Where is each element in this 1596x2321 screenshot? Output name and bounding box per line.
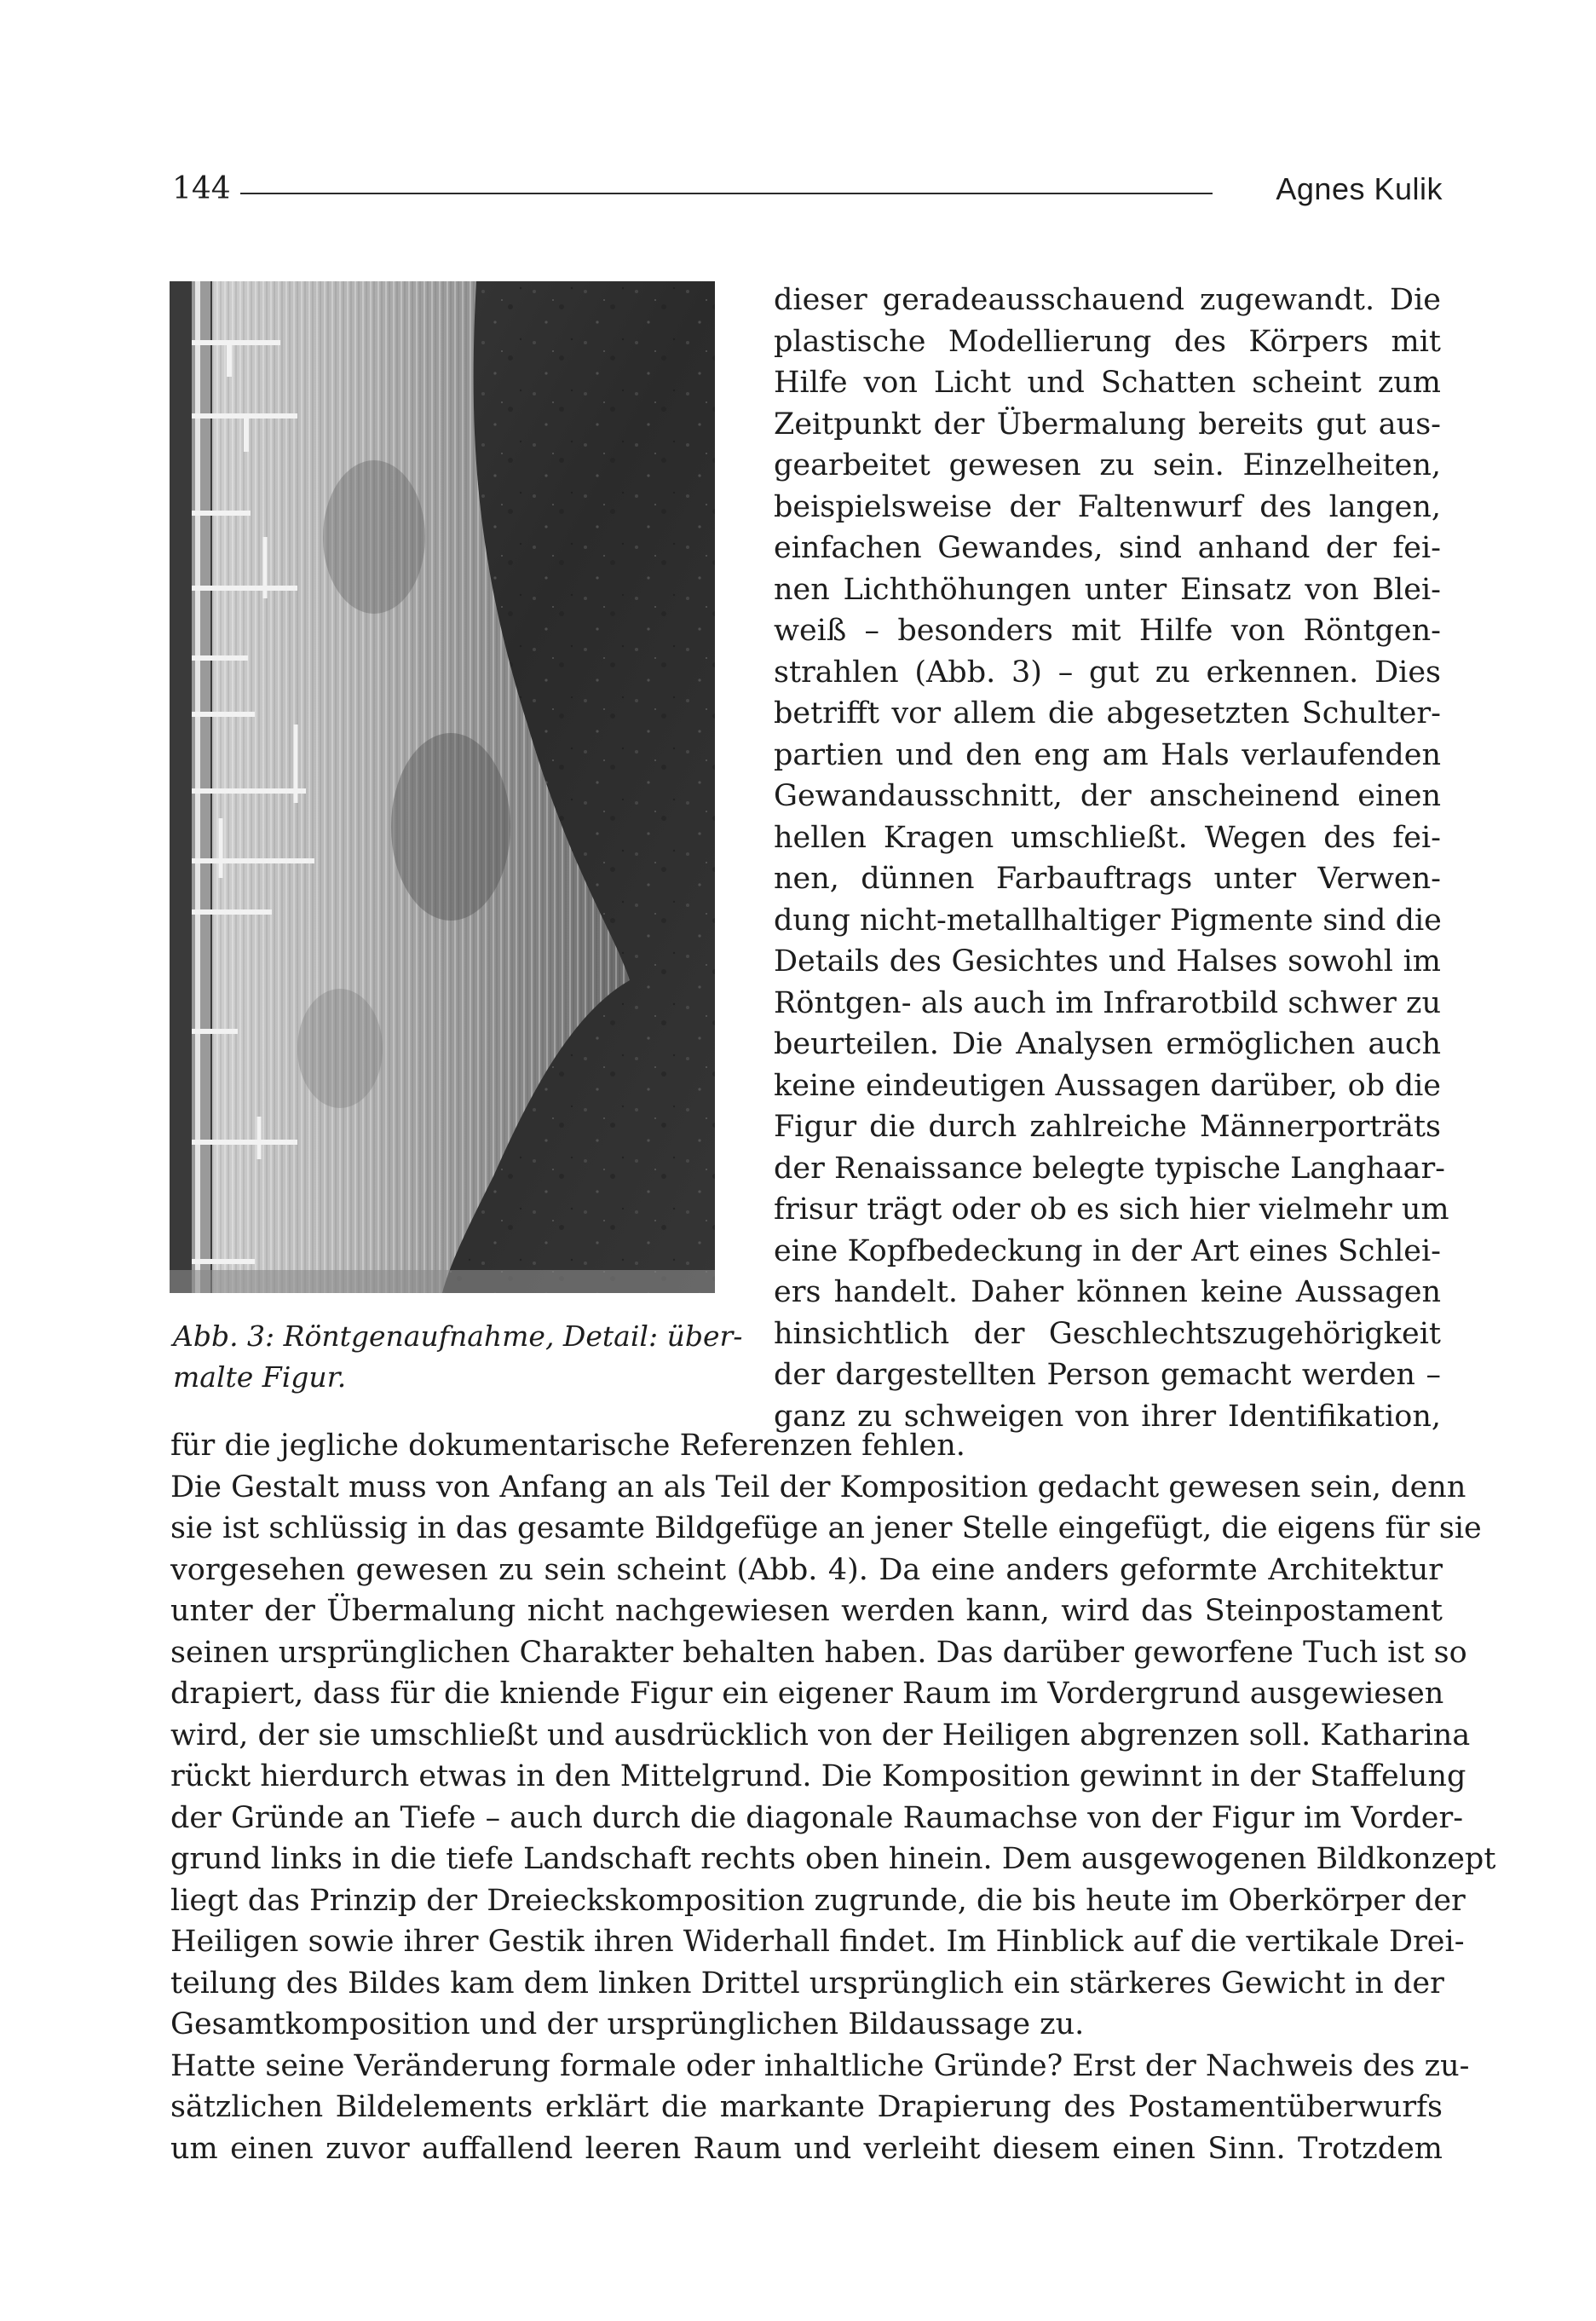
text-line: teilung des Bildes kam dem linken Drittel ursprünglich ein stärkeres Gewicht in der	[170, 1966, 1444, 2001]
text-line: rückt hierdurch etwas in den Mittelgrund. Die Komposition gewinnt in der Staffelung	[170, 1759, 1466, 1793]
text-line: hellen Kragen umschließt. Wegen des fei-	[774, 820, 1441, 855]
text-line: Gesamtkomposition und der ursprünglichen Bildaussage zu.	[170, 2007, 1085, 2041]
text-line: Zeitpunkt der Übermalung bereits gut aus-	[774, 407, 1441, 442]
text-line: der Gründe an Tiefe – auch durch die diagonale Raumachse von der Figur im Vorder-	[170, 1800, 1464, 1835]
text-line: der Renaissance belegte typische Langhaar-	[774, 1151, 1446, 1186]
text-line: nen, dünnen Farbauftrags unter Verwen-	[774, 862, 1441, 896]
text-line: beurteilen. Die Analysen ermöglichen auch	[774, 1027, 1441, 1061]
text-line: einfachen Gewandes, sind anhand der fei-	[774, 531, 1441, 565]
xray-figure	[170, 281, 715, 1293]
text-line: nen Lichthöhungen unter Einsatz von Blei-	[774, 572, 1441, 607]
text-line: unter der Übermalung nicht nachgewiesen werden kann, wird das Steinpostament	[170, 1594, 1443, 1628]
text-line: Figur die durch zahlreiche Männerporträts	[774, 1110, 1441, 1144]
body-paragraphs	[170, 1425, 1496, 2169]
text-line: hinsichtlich der Geschlechtszugehörigkeit	[774, 1316, 1441, 1351]
figure-caption	[173, 1316, 743, 1398]
caption-line: malte Figur.	[173, 1360, 347, 1394]
text-line: Heiligen sowie ihrer Gestik ihren Widerhall findet. Im Hinblick auf die vertikale Drei-	[170, 1925, 1465, 1959]
text-line: vorgesehen gewesen zu sein scheint (Abb. 4). Da eine anders geformte Architektur	[170, 1552, 1443, 1587]
running-head: Agnes Kulik	[1276, 171, 1443, 206]
text-line: dieser geradeausschauend zugewandt. Die	[774, 283, 1441, 317]
text-line: Hilfe von Licht und Schatten scheint zum	[774, 366, 1441, 400]
text-line: strahlen (Abb. 3) – gut zu erkennen. Dies	[774, 655, 1441, 690]
text-line: drapiert, dass für die kniende Figur ein eigener Raum im Vordergrund ausgewiesen	[170, 1677, 1444, 1711]
text-line: für die jegliche dokumentarische Referenzen fehlen.	[170, 1429, 965, 1463]
text-line: seinen ursprünglichen Charakter behalten haben. Das darüber geworfene Tuch ist so	[170, 1635, 1467, 1670]
column-paragraph	[774, 280, 1449, 1437]
text-line: Hatte seine Veränderung formale oder inhaltliche Gründe? Erst der Nachweis des zu-	[170, 2048, 1470, 2083]
text-line: dung nicht-metallhaltiger Pigmente sind die	[774, 903, 1442, 938]
text-line: Röntgen- als auch im Infrarotbild schwer zu	[774, 985, 1441, 1020]
text-line: um einen zuvor auffallend leeren Raum und verleiht diesem einen Sinn. Trotzdem	[170, 2131, 1443, 2166]
text-line: grund links in die tiefe Landschaft rechts oben hinein. Dem ausgewogenen Bildkonzept	[170, 1842, 1496, 1876]
text-line: plastische Modellierung des Körpers mit	[774, 324, 1441, 359]
page-header	[172, 167, 1443, 215]
text-line: keine eindeutigen Aussagen darüber, ob die	[774, 1068, 1441, 1103]
text-line: betrifft vor allem die abgesetzten Schulter-	[774, 696, 1441, 730]
text-line: Gewandausschnitt, der anscheinend einen	[774, 779, 1441, 813]
text-line: ganz zu schweigen von ihrer Identifikation,	[774, 1399, 1441, 1434]
page-number: 144	[172, 171, 231, 206]
caption-line: Abb. 3: Röntgenaufnahme, Detail: über-	[173, 1319, 743, 1353]
header-rule	[240, 193, 1213, 194]
text-line: Details des Gesichtes und Halses sowohl im	[774, 944, 1441, 979]
text-line: weiß – besonders mit Hilfe von Röntgen-	[774, 614, 1441, 648]
text-line: beispielsweise der Faltenwurf des langen,	[774, 489, 1441, 524]
text-line: frisur trägt oder ob es sich hier vielmehr um	[774, 1192, 1449, 1227]
text-line: wird, der sie umschließt und ausdrücklich von der Heiligen abgrenzen soll. Katharina	[170, 1718, 1471, 1752]
text-line: liegt das Prinzip der Dreieckskomposition zugrunde, die bis heute im Oberkörper der	[170, 1883, 1466, 1918]
text-line: Die Gestalt muss von Anfang an als Teil der Komposition gedacht gewesen sein, denn	[170, 1469, 1466, 1504]
text-line: ers handelt. Daher können keine Aussagen	[774, 1275, 1441, 1309]
text-line: eine Kopfbedeckung in der Art eines Schlei-	[774, 1233, 1441, 1268]
text-line: sie ist schlüssig in das gesamte Bildgefüge an jener Stelle eingefügt, die eigens für sie	[170, 1511, 1482, 1545]
text-line: gearbeitet gewesen zu sein. Einzelheiten,	[774, 448, 1441, 482]
text-line: partien und den eng am Hals verlaufenden	[774, 737, 1441, 772]
text-line: der dargestellten Person gemacht werden –	[774, 1358, 1441, 1392]
text-line: sätzlichen Bildelements erklärt die markante Drapierung des Postamentüberwurfs	[170, 2090, 1443, 2124]
xray-image	[170, 281, 715, 1293]
